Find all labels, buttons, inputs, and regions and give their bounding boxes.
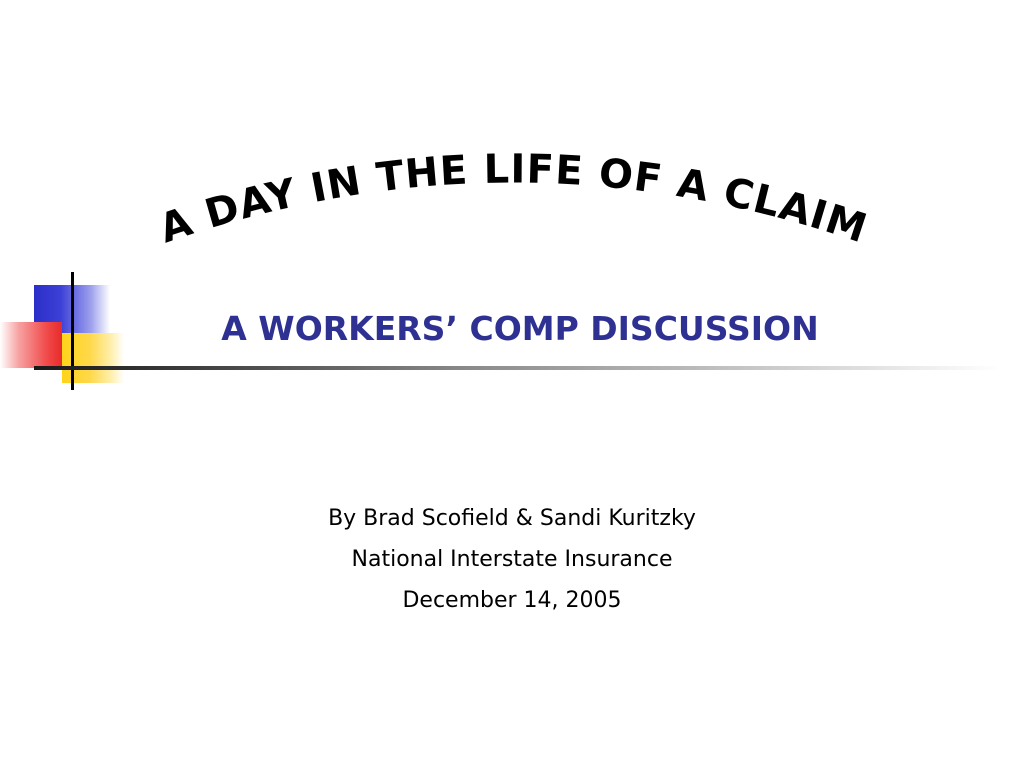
decorative-red-square (0, 322, 62, 368)
decorative-vertical-line (71, 272, 74, 390)
decorative-horizontal-rule (34, 366, 1000, 370)
byline-date: December 14, 2005 (402, 588, 622, 613)
byline-authors: By Brad Scofield & Sandi Kuritzky (328, 506, 696, 531)
byline-block (212, 498, 812, 621)
slide-subtitle: A WORKERS’ COMP DISCUSSION (221, 309, 819, 348)
slide-title (154, 146, 873, 252)
byline-company: National Interstate Insurance (351, 547, 673, 572)
slide-title-text: A DAY IN THE LIFE OF A CLAIM (153, 146, 873, 253)
slide-title-wordart (0, 0, 1024, 300)
